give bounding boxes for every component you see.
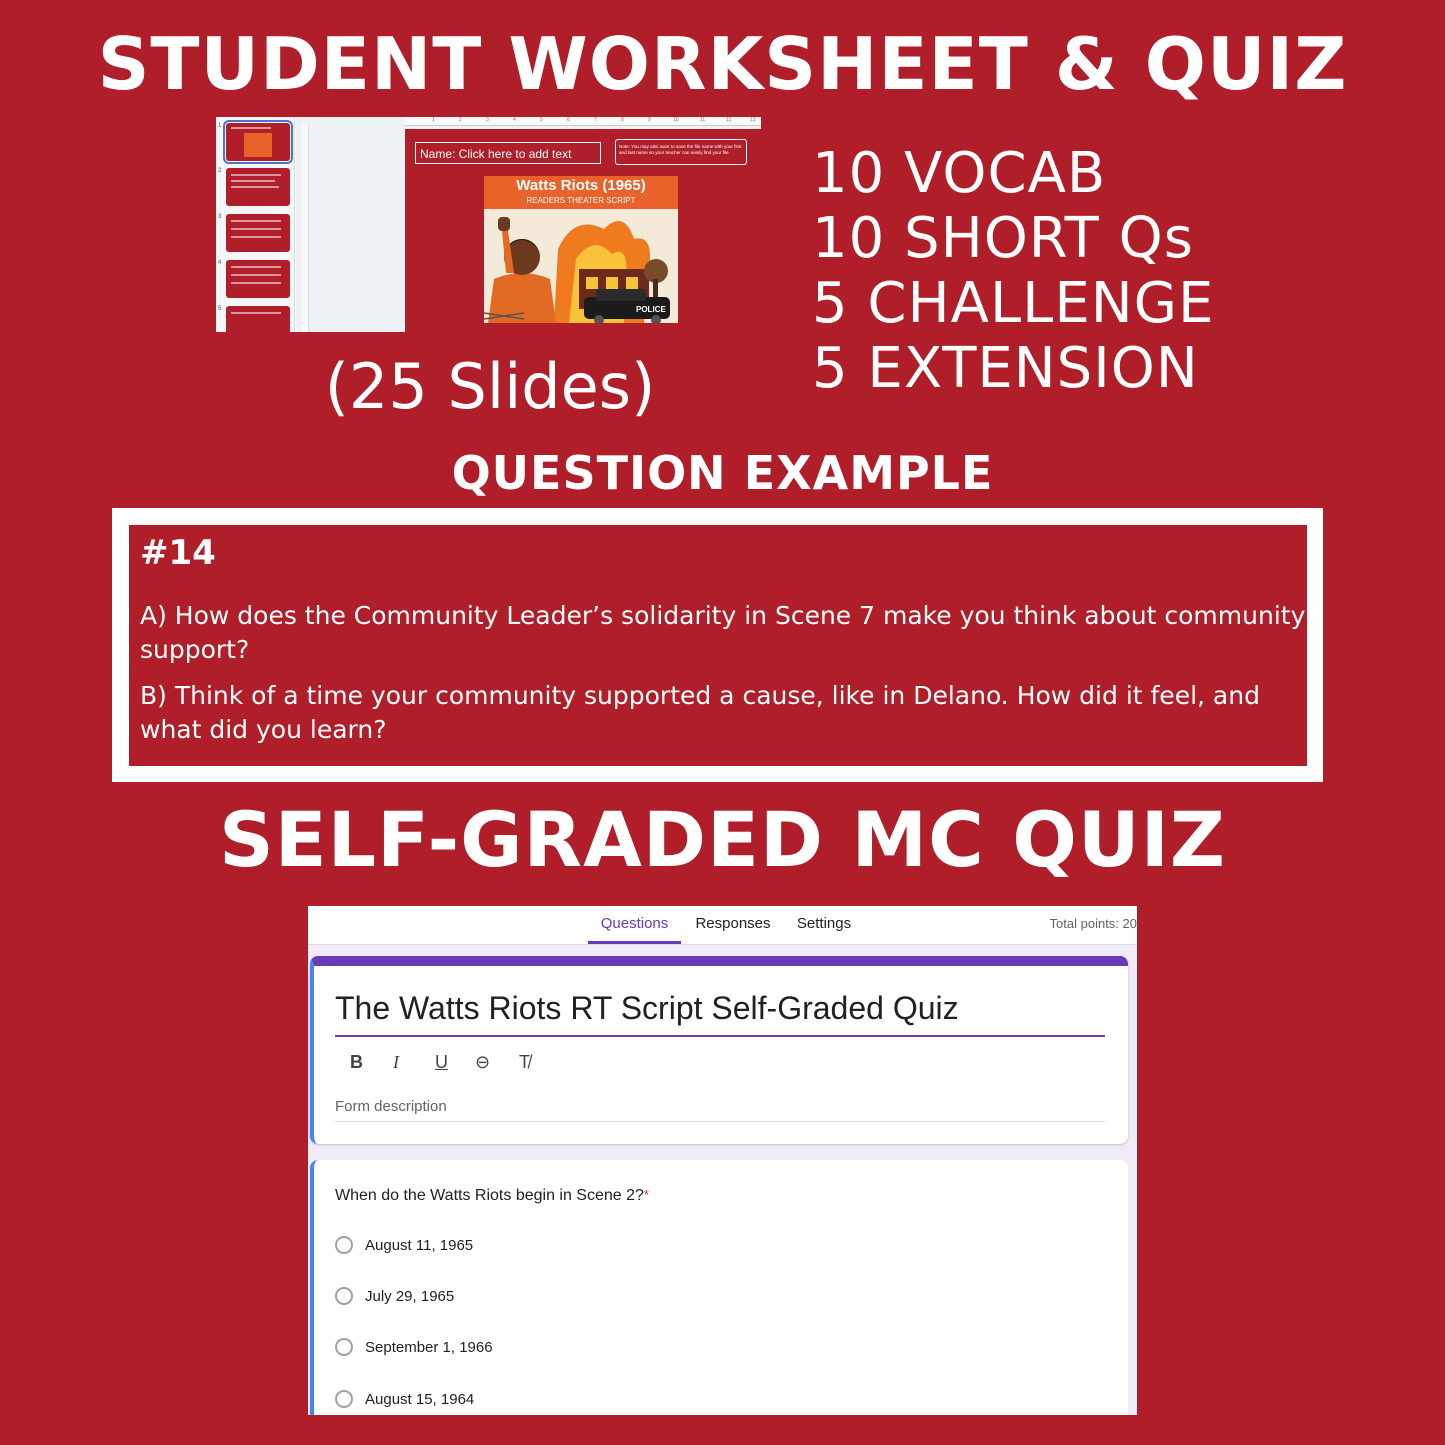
option-label: September 1, 1966 xyxy=(365,1338,493,1356)
vertical-ruler xyxy=(302,125,309,332)
cover-title-text: Watts Riots (1965) xyxy=(516,177,646,194)
question-part-a: A) How does the Community Leader’s solidarity in Scene 7 make you think about community support? xyxy=(140,601,1306,664)
required-mark: * xyxy=(643,1187,649,1202)
slide-thumbnail[interactable] xyxy=(226,306,290,332)
ruler-tick: 11 xyxy=(700,117,706,123)
form-tab-bar xyxy=(308,906,1137,945)
cover-illustration xyxy=(484,176,678,323)
form-title-card xyxy=(310,956,1128,1144)
stat-vocab: 10 VOCAB xyxy=(812,141,1107,206)
slide-thumbnail-strip xyxy=(216,117,295,332)
total-points: Total points: 20 xyxy=(1049,916,1137,931)
radio-button[interactable] xyxy=(335,1390,353,1408)
mc-quiz-heading: SELF-GRADED MC QUIZ xyxy=(218,795,1227,884)
option-3[interactable] xyxy=(335,1336,493,1358)
link-icon[interactable]: ⊖ xyxy=(475,1052,491,1072)
radio-button[interactable] xyxy=(335,1338,353,1356)
ruler-tick: 2 xyxy=(459,117,462,123)
thumbnail-number: 1 xyxy=(218,123,222,129)
note-text-box: Note: You may also want to save the file name with your first and last name so your teacher can easily find your file xyxy=(615,139,747,165)
option-label: August 15, 1964 xyxy=(365,1390,475,1408)
form-title-input[interactable]: The Watts Riots RT Script Self-Graded Quiz xyxy=(335,990,1105,1037)
ruler-tick: 10 xyxy=(673,117,679,123)
ruler-tick: 5 xyxy=(540,117,543,123)
slides-count: (25 Slides) xyxy=(324,350,656,423)
option-label: August 11, 1965 xyxy=(365,1236,474,1254)
tab-settings[interactable]: Settings xyxy=(796,915,852,932)
tab-questions[interactable]: Questions xyxy=(588,906,681,944)
cover-subtitle-text: READERS THEATER SCRIPT xyxy=(526,196,636,205)
ruler-tick: 6 xyxy=(567,117,570,123)
question-text xyxy=(335,1187,649,1205)
ruler-tick: 12 xyxy=(726,117,732,123)
ruler-tick: 3 xyxy=(486,117,489,123)
slide-main[interactable] xyxy=(405,129,761,332)
question-example-box xyxy=(129,525,1307,766)
slide-thumbnail[interactable] xyxy=(226,168,290,206)
radio-button[interactable] xyxy=(335,1287,353,1305)
tab-responses[interactable]: Responses xyxy=(695,915,771,932)
slide-editor-preview xyxy=(216,117,761,332)
ruler-tick: 4 xyxy=(513,117,516,123)
slide-thumbnail[interactable] xyxy=(226,260,290,298)
thumbnail-number: 3 xyxy=(218,214,222,220)
radio-button[interactable] xyxy=(335,1236,353,1254)
horizontal-ruler xyxy=(404,117,761,126)
cover-title xyxy=(484,176,678,209)
question-part-b: B) Think of a time your community supported a cause, like in Delano. How did it feel, and what did you learn? xyxy=(140,681,1260,744)
page-title: STUDENT WORKSHEET & QUIZ xyxy=(97,22,1348,106)
question-card xyxy=(310,1160,1128,1415)
option-4[interactable] xyxy=(335,1388,474,1410)
italic-button[interactable]: I xyxy=(393,1052,399,1072)
stat-extension: 5 EXTENSION xyxy=(812,336,1199,401)
ruler-tick: 1 xyxy=(432,117,435,123)
option-label: July 29, 1965 xyxy=(365,1287,455,1305)
stat-challenge: 5 CHALLENGE xyxy=(812,271,1215,336)
bold-button[interactable]: B xyxy=(350,1052,363,1072)
question-label: When do the Watts Riots begin in Scene 2? xyxy=(335,1187,644,1204)
ruler-tick: 8 xyxy=(621,117,624,123)
name-text-box[interactable]: Name: Click here to add text xyxy=(415,142,601,164)
thumbnail-number: 5 xyxy=(218,306,222,312)
option-1[interactable] xyxy=(335,1234,473,1256)
google-form xyxy=(308,906,1137,1415)
question-example-heading: QUESTION EXAMPLE xyxy=(451,446,994,500)
clear-formatting-icon[interactable]: T̸ xyxy=(519,1052,530,1072)
thumbnail-number: 4 xyxy=(218,260,222,266)
riot-scene-illustration xyxy=(484,209,678,323)
ruler-tick: 7 xyxy=(594,117,597,123)
thumbnail-number: 2 xyxy=(218,168,222,174)
stat-short-questions: 10 SHORT Qs xyxy=(812,206,1194,271)
question-number: #14 xyxy=(140,533,216,573)
ruler-tick: 9 xyxy=(648,117,651,123)
slide-thumbnail[interactable] xyxy=(226,214,290,252)
police-car-label: POLICE xyxy=(636,305,666,314)
form-description-input[interactable]: Form description xyxy=(335,1098,1105,1122)
ruler-tick: 13 xyxy=(750,117,756,123)
slide-thumbnail[interactable] xyxy=(226,123,290,161)
option-2[interactable] xyxy=(335,1285,454,1307)
underline-button[interactable]: U xyxy=(435,1052,448,1072)
